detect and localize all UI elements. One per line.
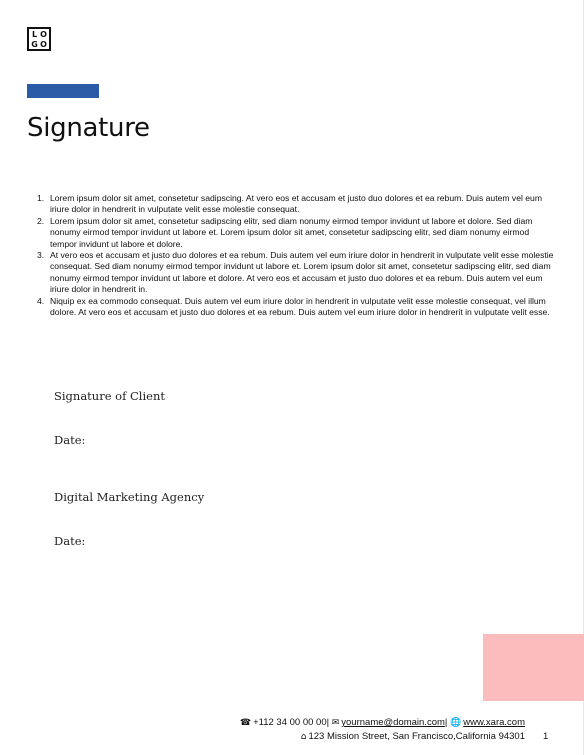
footer-contact-line: [240, 716, 525, 730]
list-item-number: 3.: [37, 250, 45, 261]
list-item-number: 4.: [37, 295, 45, 306]
logo-letter: O: [40, 40, 47, 49]
separator: |: [326, 717, 330, 728]
list-item: [37, 250, 555, 296]
date-label-agency: Date:: [54, 534, 86, 548]
list-item: [37, 295, 555, 319]
phone-icon: ☎: [239, 718, 252, 728]
list-item-number: 2.: [37, 215, 45, 226]
terms-list: [37, 193, 555, 318]
logo-letter: L: [31, 30, 38, 39]
list-item-text: Lorem ipsum dolor sit amet, consetetur sadipscing. At vero eos et accusam et justo duo dolores et ea rebum. Duis autem vel eum iriure dolor in hendrerit in vulputate velit esse molestie consequat.: [50, 193, 542, 215]
list-item: [37, 215, 555, 250]
list-item-text: Niquip ex ea commodo consequat. Duis autem vel eum iriure dolor in hendrerit in vulputate velit esse molestie consequat, vel illum dolore. At vero eos et accusam et justo duo dolores et ea rebum. Duis autem vel eum iriure dolor in hendrerit in vulputate velit esse.: [50, 295, 550, 318]
date-label-client: Date:: [54, 433, 86, 447]
footer-address: 123 Mission Street, San Francisco,California 94301: [308, 731, 525, 742]
list-item-number: 1.: [37, 193, 45, 203]
logo-letter: O: [40, 30, 47, 39]
footer-address-line: [240, 730, 525, 744]
footer-website-link[interactable]: www.xara.com: [463, 717, 525, 728]
page-number: 1: [543, 731, 549, 742]
envelope-icon: ✉: [331, 718, 340, 728]
list-item: [37, 193, 555, 216]
footer-phone: +112 34 00 00 00: [253, 717, 327, 728]
globe-icon: 🌐: [450, 718, 462, 728]
home-icon: ⌂: [300, 732, 307, 742]
decorative-block: [483, 634, 584, 701]
accent-bar: [27, 84, 99, 98]
agency-label: Digital Marketing Agency: [54, 490, 205, 504]
signature-client-label: Signature of Client: [54, 389, 165, 403]
list-item-text: At vero eos et accusam et justo duo dolores et ea rebum. Duis autem vel eum iriure dolor in hendrerit in vulputate velit esse molestie consequat. Sed diam nonumy eirmod tempor invidunt ut labore et. Lorem ipsum dolor sit amet, consetetur sadipscing elitr, sed diam nonumy eirmod tempor invidunt ut labore et dolore. At vero eos et accusam et justo duo dolores et ea rebum. Duis autem vel eum iriure dolor in hendrerit in.: [50, 250, 554, 295]
footer-email-link[interactable]: yourname@domain.com: [341, 717, 445, 728]
separator: |: [444, 717, 448, 728]
logo: [27, 27, 51, 51]
footer-contact: [240, 716, 525, 744]
list-item-text: Lorem ipsum dolor sit amet, consetetur sadipscing elitr, sed diam nonumy eirmod tempor invidunt ut labore et dolore. Sed diam nonumy eirmod tempor invidunt ut labore et. Lorem ipsum dolor sit amet, consetetur sadipscing elitr, sed diam nonumy eirmod tempor invidunt ut labore et dolore.: [50, 215, 533, 249]
page-title: Signature: [27, 113, 150, 143]
logo-letter: G: [31, 40, 38, 49]
